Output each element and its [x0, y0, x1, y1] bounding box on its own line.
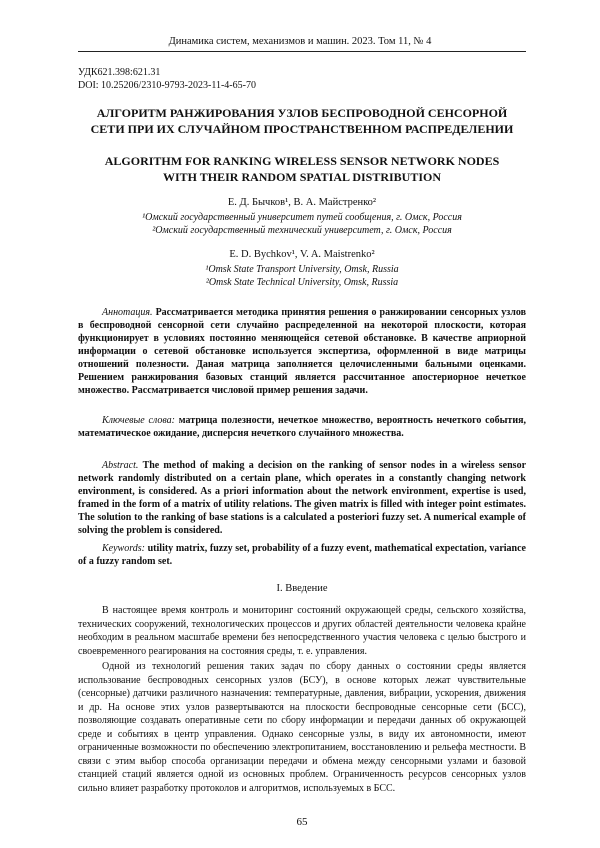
keywords-ru	[78, 414, 526, 440]
title-en: ALGORITHM FOR RANKING WIRELESS SENSOR NETWORK NODES WITH THEIR RANDOM SPATIAL DISTRIBUTION	[104, 154, 500, 184]
authors-ru: Е. Д. Бычков¹, В. А. Майстренко²	[227, 197, 377, 208]
affiliation-ru-2: ²Омский государственный технический университет, г. Омск, Россия	[152, 225, 452, 236]
title-ru: АЛГОРИТМ РАНЖИРОВАНИЯ УЗЛОВ БЕСПРОВОДНОЙ СЕНСОРНОЙ СЕТИ ПРИ ИХ СЛУЧАЙНОМ ПРОСТРАНСТВЕННОМ РАСПРЕДЕЛЕНИИ	[90, 106, 514, 136]
authors-en: E. D. Bychkov¹, V. A. Maistrenko²	[229, 249, 375, 260]
keywords-ru-text: матрица полезности, нечеткое множество, вероятность нечеткого события, математическое ожидание, дисперсия нечеткого случайного множества.	[78, 415, 527, 439]
affiliation-en-2: ²Omsk State Technical University, Omsk, Russia	[205, 277, 399, 288]
abstract-ru	[78, 306, 526, 397]
affiliation-en-1: ¹Omsk State Transport University, Omsk, Russia	[205, 264, 399, 275]
udc-code: УДК621.398:621.31	[78, 67, 161, 78]
abstract-ru-lead: Аннотация.	[102, 307, 153, 318]
body-paragraph-2: Одной из технологий решения таких задач по сбору данных о состоянии среды является использование беспроводных сенсорных узлов (БСУ), в основе которых лежат чувствительные (сенсорные) датчики различного назначения: температурные, давления, вибрации, ускорения, движения и др. На основе этих узлов развертываются на плоскости беспроводные сенсорные сети (БСС), позволяющие создавать оперативные сети по сбору информации и передачи данных об окружающей среде и событиях в центр управления. Однако сенсорные узлы, в виду их автономности, имеют ограниченные возможности по обеспечению электропитанием, восстановлению и рельефа местности. В связи с этим выбор способа организации передачи и обмена между сенсорными узлами и базовой станцией стаций является одной из основных проблем. Ограниченность ресурсов сенсорных узлов сильно влияет разработку протоколов и алгоритмов, используемых в БСС.	[78, 661, 526, 794]
section-heading: I. Введение	[276, 583, 328, 594]
keywords-en-text: utility matrix, fuzzy set, probability of a fuzzy event, mathematical expectation, variance of a fuzzy random set.	[78, 543, 526, 567]
article-identifiers	[78, 66, 256, 92]
body-paragraph-1: В настоящее время контроль и мониторинг состояний окружающей среды, сельского хозяйства, технических сооружений, технологических процессов и других областей деятельности человека крайне необходим в реальном масштабе времени без непосредственного участия человека с целью быстрого и своевременного реагирования на состояния среды, т. е. управления.	[78, 605, 526, 657]
keywords-en-lead: Keywords:	[102, 543, 145, 554]
keywords-en	[78, 542, 526, 568]
page-number: 65	[296, 816, 308, 828]
header-rule	[78, 51, 526, 52]
abstract-en	[78, 459, 526, 537]
abstract-ru-text: Рассматривается методика принятия решения о ранжировании сенсорных узлов в беспроводной сенсорной сети случайно распределенной на некоторой плоскости, которая функционирует в условиях постоянно меняющейся сетевой обстановке. В качестве априорной информации о сетевой обстановке используется экспертиза, оформленной в виде матрицы отношений полезности. Даная матрица заполняется целочисленными бальными оценками. Решением ранжирования базовых станций является рассчитанное апостериорное нечеткое множество. Рассматривается числовой пример решения задачи.	[78, 307, 527, 396]
doi: DOI: 10.25206/2310-9793-2023-11-4-65-70	[78, 80, 256, 91]
abstract-en-text: The method of making a decision on the ranking of sensor nodes in a wireless sensor network randomly distributed on a certain plane, which operates in a constantly changing network environment, is considered. As a priori information about the network environment, expertise is used, framed in the form of a matrix of utility relations. The given matrix is filled with integer point estimates. The solution to the ranking of base stations is a calculated a posteriori fuzzy set. A numerical example of solving the problem is considered.	[78, 460, 527, 536]
running-head: Динамика систем, механизмов и машин. 2023. Том 11, № 4	[168, 36, 432, 47]
abstract-en-lead: Abstract.	[102, 460, 139, 471]
keywords-ru-lead: Ключевые слова:	[102, 415, 175, 426]
affiliation-ru-1: ¹Омский государственный университет путей сообщения, г. Омск, Россия	[142, 212, 462, 223]
